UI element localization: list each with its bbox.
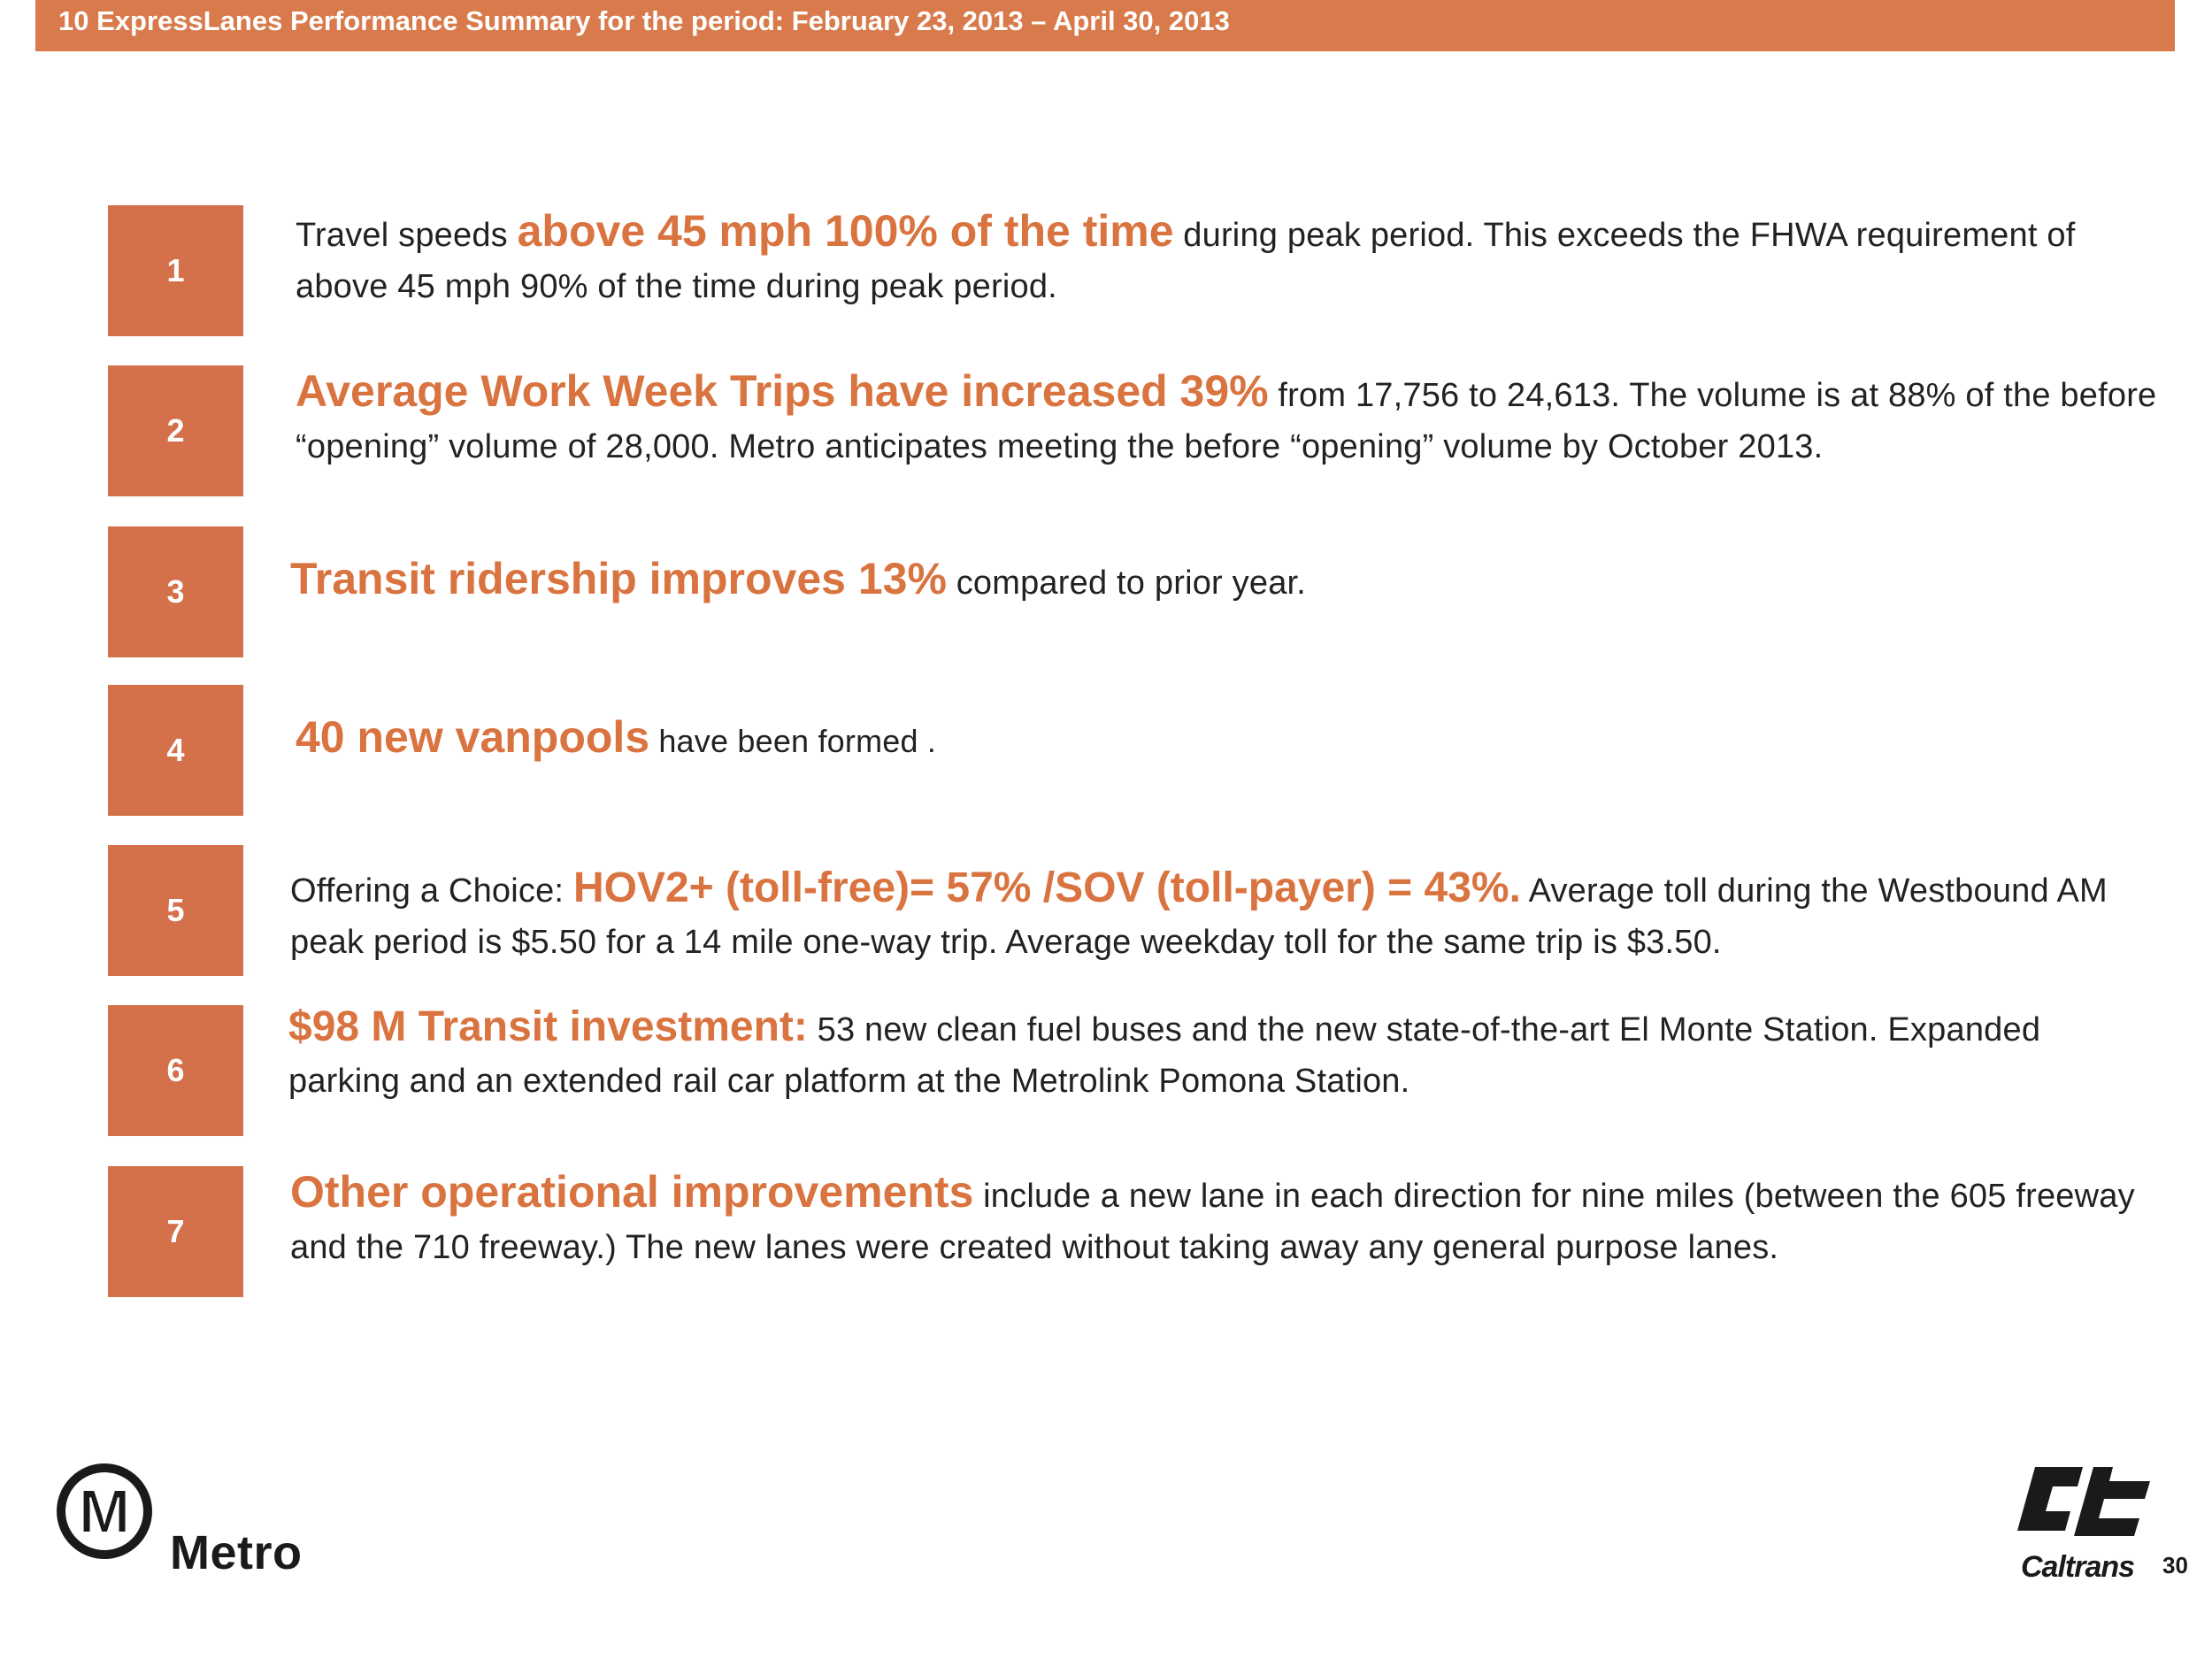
item-text	[290, 1166, 2157, 1273]
item-number-box: 3	[108, 526, 243, 657]
caltrans-wordmark: Caltrans	[2021, 1550, 2135, 1584]
item-post: have been formed .	[649, 723, 937, 759]
item-post: include a new lane in each direction for nine miles (between the 605 freeway and the 710 freeway.) The new lanes were created without taking away any general purpose lanes.	[290, 1178, 2135, 1266]
item-pre: Offering a Choice:	[290, 872, 573, 910]
item-number-box: 7	[108, 1166, 243, 1297]
item-text	[290, 553, 2157, 609]
item-highlight: above 45 mph 100% of the time	[517, 206, 1174, 256]
item-text	[296, 205, 2162, 312]
item-highlight: HOV2+ (toll-free)= 57% /SOV (toll-payer) = 43%.	[572, 864, 1521, 911]
item-post: 53 new clean fuel buses and the new state-of-the-art El Monte Station. Expanded parking and an extended rail car platform at the Metrolink Pomona Station.	[288, 1011, 2041, 1100]
item-post: compared to prior year.	[946, 565, 1307, 602]
item-highlight: Transit ridership improves 13%	[290, 554, 947, 603]
item-text	[288, 1002, 2155, 1107]
metro-logo-icon	[55, 1462, 154, 1561]
metro-wordmark: Metro	[170, 1526, 303, 1579]
header-bar	[35, 0, 2175, 51]
item-post: Average toll during the Westbound AM peak period is $5.50 for a 14 mile one-way trip. Average weekday toll for the same trip is $3.50.	[290, 872, 2108, 961]
item-number-box: 4	[108, 685, 243, 816]
item-highlight: Other operational improvements	[290, 1167, 974, 1217]
page-number: 30	[2162, 1552, 2188, 1578]
item-highlight: Average Work Week Trips have increased 39%	[296, 366, 1269, 416]
item-text	[296, 711, 2162, 767]
item-text	[290, 863, 2157, 968]
item-pre: Travel speeds	[296, 217, 518, 254]
item-text	[296, 365, 2162, 472]
item-post: during peak period. This exceeds the FHWA requirement of above 45 mph 90% of the time during peak period.	[296, 217, 2076, 305]
item-post: from 17,756 to 24,613. The volume is at 88% of the before “opening” volume of 28,000. Metro anticipates meeting the before “opening” volume by October 2013.	[296, 377, 2157, 465]
item-number-box: 5	[108, 845, 243, 976]
caltrans-logo-icon	[2008, 1460, 2159, 1548]
item-highlight: 40 new vanpools	[296, 712, 650, 762]
item-number-box: 6	[108, 1005, 243, 1136]
item-number-box: 2	[108, 365, 243, 496]
item-number-box: 1	[108, 205, 243, 336]
item-highlight: $98 M Transit investment:	[288, 1003, 808, 1050]
page-title: 10 ExpressLanes Performance Summary for the period: February 23, 2013 – April 30, 2013	[58, 5, 1230, 36]
metro-logo-letter: M	[78, 1477, 131, 1546]
